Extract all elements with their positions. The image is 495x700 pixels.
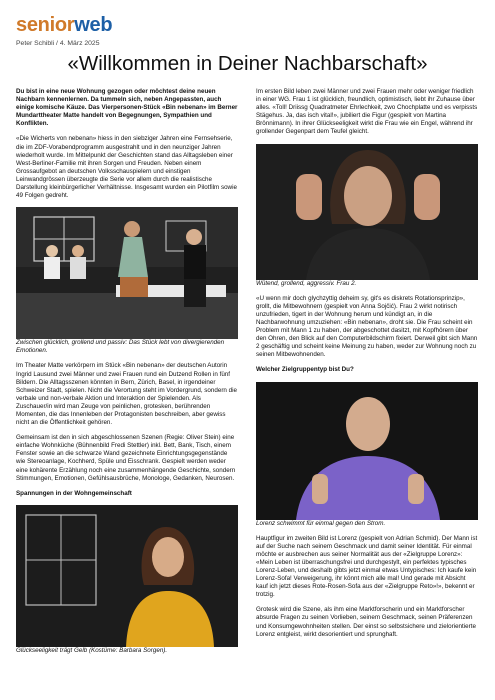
subheading: Welcher Zielgruppentyp bist Du? bbox=[256, 366, 354, 374]
photo-lorenz bbox=[256, 382, 478, 520]
left-column bbox=[16, 88, 238, 662]
right-column bbox=[256, 88, 478, 646]
paragraph: «Die Wicherts von nebenan» hiess in den siebziger Jahren eine Fernsehserie, die im ZDF-Vorabendprogramm ausgestrahlt und in den neunziger Jahren wiederholt wurde. Im Mittelpunkt der Geschichten stand das Alltagsleben einer West-Berliner-Familie mit ihren Sorgen und Freuden. Neben einem Grossaufgebot an deutschen Volksschauspielern und einstigen Leinwandgrössen überzeugte die Serie vor allem durch die realistische Darstellung kleinbürgerlicher Verhältnisse. Insgesamt wurden ein Pilotfilm sowie 49 Folgen gedreht. bbox=[16, 135, 237, 200]
logo-senior: senior bbox=[16, 14, 75, 36]
paragraph: Gemeinsam ist den in sich abgeschlossenen Szenen (Regie: Oliver Stein) eine einfache Wohnküche (Bühnenbild Fredi Stettler) inkl. Bett, Bank, Tisch, einem Fenster sowie an die schwarze Wand gezeichnete Einrichtungsgegenstände wie Stereoanlage, Kochherd, Spüle und Eisschrank. Gespielt werden weder eine kohärente Erzählung noch eine zusammenhängende Geschichte, sondern Stimmungen, Emotionen, Gefühlsausbrüche, Monologe, Gedanken, Neurosen. bbox=[16, 434, 236, 482]
photo-woman-yellow bbox=[16, 505, 238, 647]
byline: Peter Schibli / 4. März 2025 bbox=[16, 40, 100, 47]
paragraph: Im ersten Bild leben zwei Männer und zwei Frauen mehr oder weniger friedlich in einer WG. Frau 1 ist glücklich, freundlich, optimistisch, liebt ihr Zuhause über alles. «Toll! Driissg Quadratmeter Ehrlechkeit, zwo Chochplatte und es verpissts Stägehus. Ja, das isch vital!», jubiliert die Figur (gespielt von Martina Brönnimann). In ihrer Glückseeligkeit wirkt die Frau wie ein Engel, während ihr grollender Gegenpart dem Teufel gleicht. bbox=[256, 88, 478, 136]
photo-caption: Lorenz schwimmt für einmal gegen den Strom. bbox=[256, 519, 386, 527]
subheading: Spannungen in der Wohngemeinschaft bbox=[16, 489, 132, 497]
lead-paragraph: Du bist in eine neue Wohnung gezogen oder möchtest deine neuen Nachbarn kennenlernen. Da tummeln sich, neben Angepassten, auch einige komische Käuze. Das Vierpersonen-Stück «Bin nebenan» im Berner Mundarttheater Matte handelt von Begegnungen, Sympathien und Konflikten. bbox=[16, 88, 238, 128]
photo-caption: Zwischen glücklich, grollend und passiv: Das Stück lebt von divergierenden Emotionen. bbox=[16, 339, 225, 355]
photo-angry-woman bbox=[256, 144, 478, 280]
paragraph: Grotesk wird die Szene, als ihm eine Marktforscherin und ein Marktforscher absurde Fragen zu seinen Vorlieben, seinem Geschmack, seinen Präferenzen und Konsumgewohnheiten stellen. Der einst so selbstsichere und zielorientierte Lorenz entgleist, wirkt desorientiert und sprunghaft. bbox=[256, 606, 476, 638]
photo-caption: Glückseeligkeit trägt Gelb (Kostüme: Barbara Sorgen). bbox=[16, 646, 168, 654]
paragraph: Im Theater Matte verkörpern im Stück «Bin nebenan» der deutschen Autorin Ingrid Lausund zwei Männer und zwei Frauen rund ein Dutzend Rollen in fünf Bildern. Die Alltagsszenen könnten in Bern, Zürich, Basel, in irgendeiner Schweizer Stadt, spielen. Nicht die Verortung steht im Vordergrund, sondern die verbale und non-verbale Aktion und Interaktion der Spielenden. Als Zuschauer/in wird man Zeuge von peinlichen, grotesken, berührenden Momenten, die das Innenleben der Protagonisten beschreiben, aber gewiss nicht an die Öffentlichkeit gehören. bbox=[16, 362, 237, 427]
photo-ensemble bbox=[16, 207, 238, 339]
photo-caption: Wütend, grollend, aggressiv. Frau 2. bbox=[256, 279, 357, 287]
seniorweb-logo[interactable] bbox=[16, 14, 112, 37]
paragraph: Hauptfigur im zweiten Bild ist Lorenz (gespielt von Adrian Schmid). Der Mann ist auf der Suche nach seinem Geschmack und damit seiner Identität. Für einmal möchte er ausbrechen aus seiner Normalität aus der «Zielgruppe Lorenz»: «Mein Leben ist überraschungsfrei und durchgestylt, ein perfektes typisches Lorenz-Leben, und deshalb gibts jetzt einmal etwas Untypisches: Ich kaufe kein Lorenz-Sofa! Verweigerung, ihr könnt mich alle mal! Und gerade mit Absicht kauf ich jetzt dieses Rote-Rosen-Sofa aus der «Zielgruppe Reto»!», bekennt er trotzig. bbox=[256, 534, 478, 599]
logo-web: web bbox=[74, 14, 113, 36]
paragraph: «U wenn mir doch glychzyttig deheim sy, git's es diskrets Rotationsprinzip», grollt, die Mitbewohnern (gespielt von Anna Sojčić). Frau 2 wirkt notirisch unzufrieden, tigert in der Wohnung herum und kündigt an, in die Nachbarwohnung umzuziehen: «Bin nebenan», droht sie. Die Frau scheint ein Problem mit Mann 1 zu haben, der abgeschottet dasitzt, mit Kopfhörern über den Ohren, den Blick auf den Computerbildschirm fixiert. Derweil gibt sich Mann 2 geschäftig und scheint keine Meinung zu haben, weder zur Wohnung noch zu seinen Mitbewohnenden. bbox=[256, 294, 478, 359]
article-title: «Willkommen in Deiner Nachbarschaft» bbox=[67, 52, 428, 75]
